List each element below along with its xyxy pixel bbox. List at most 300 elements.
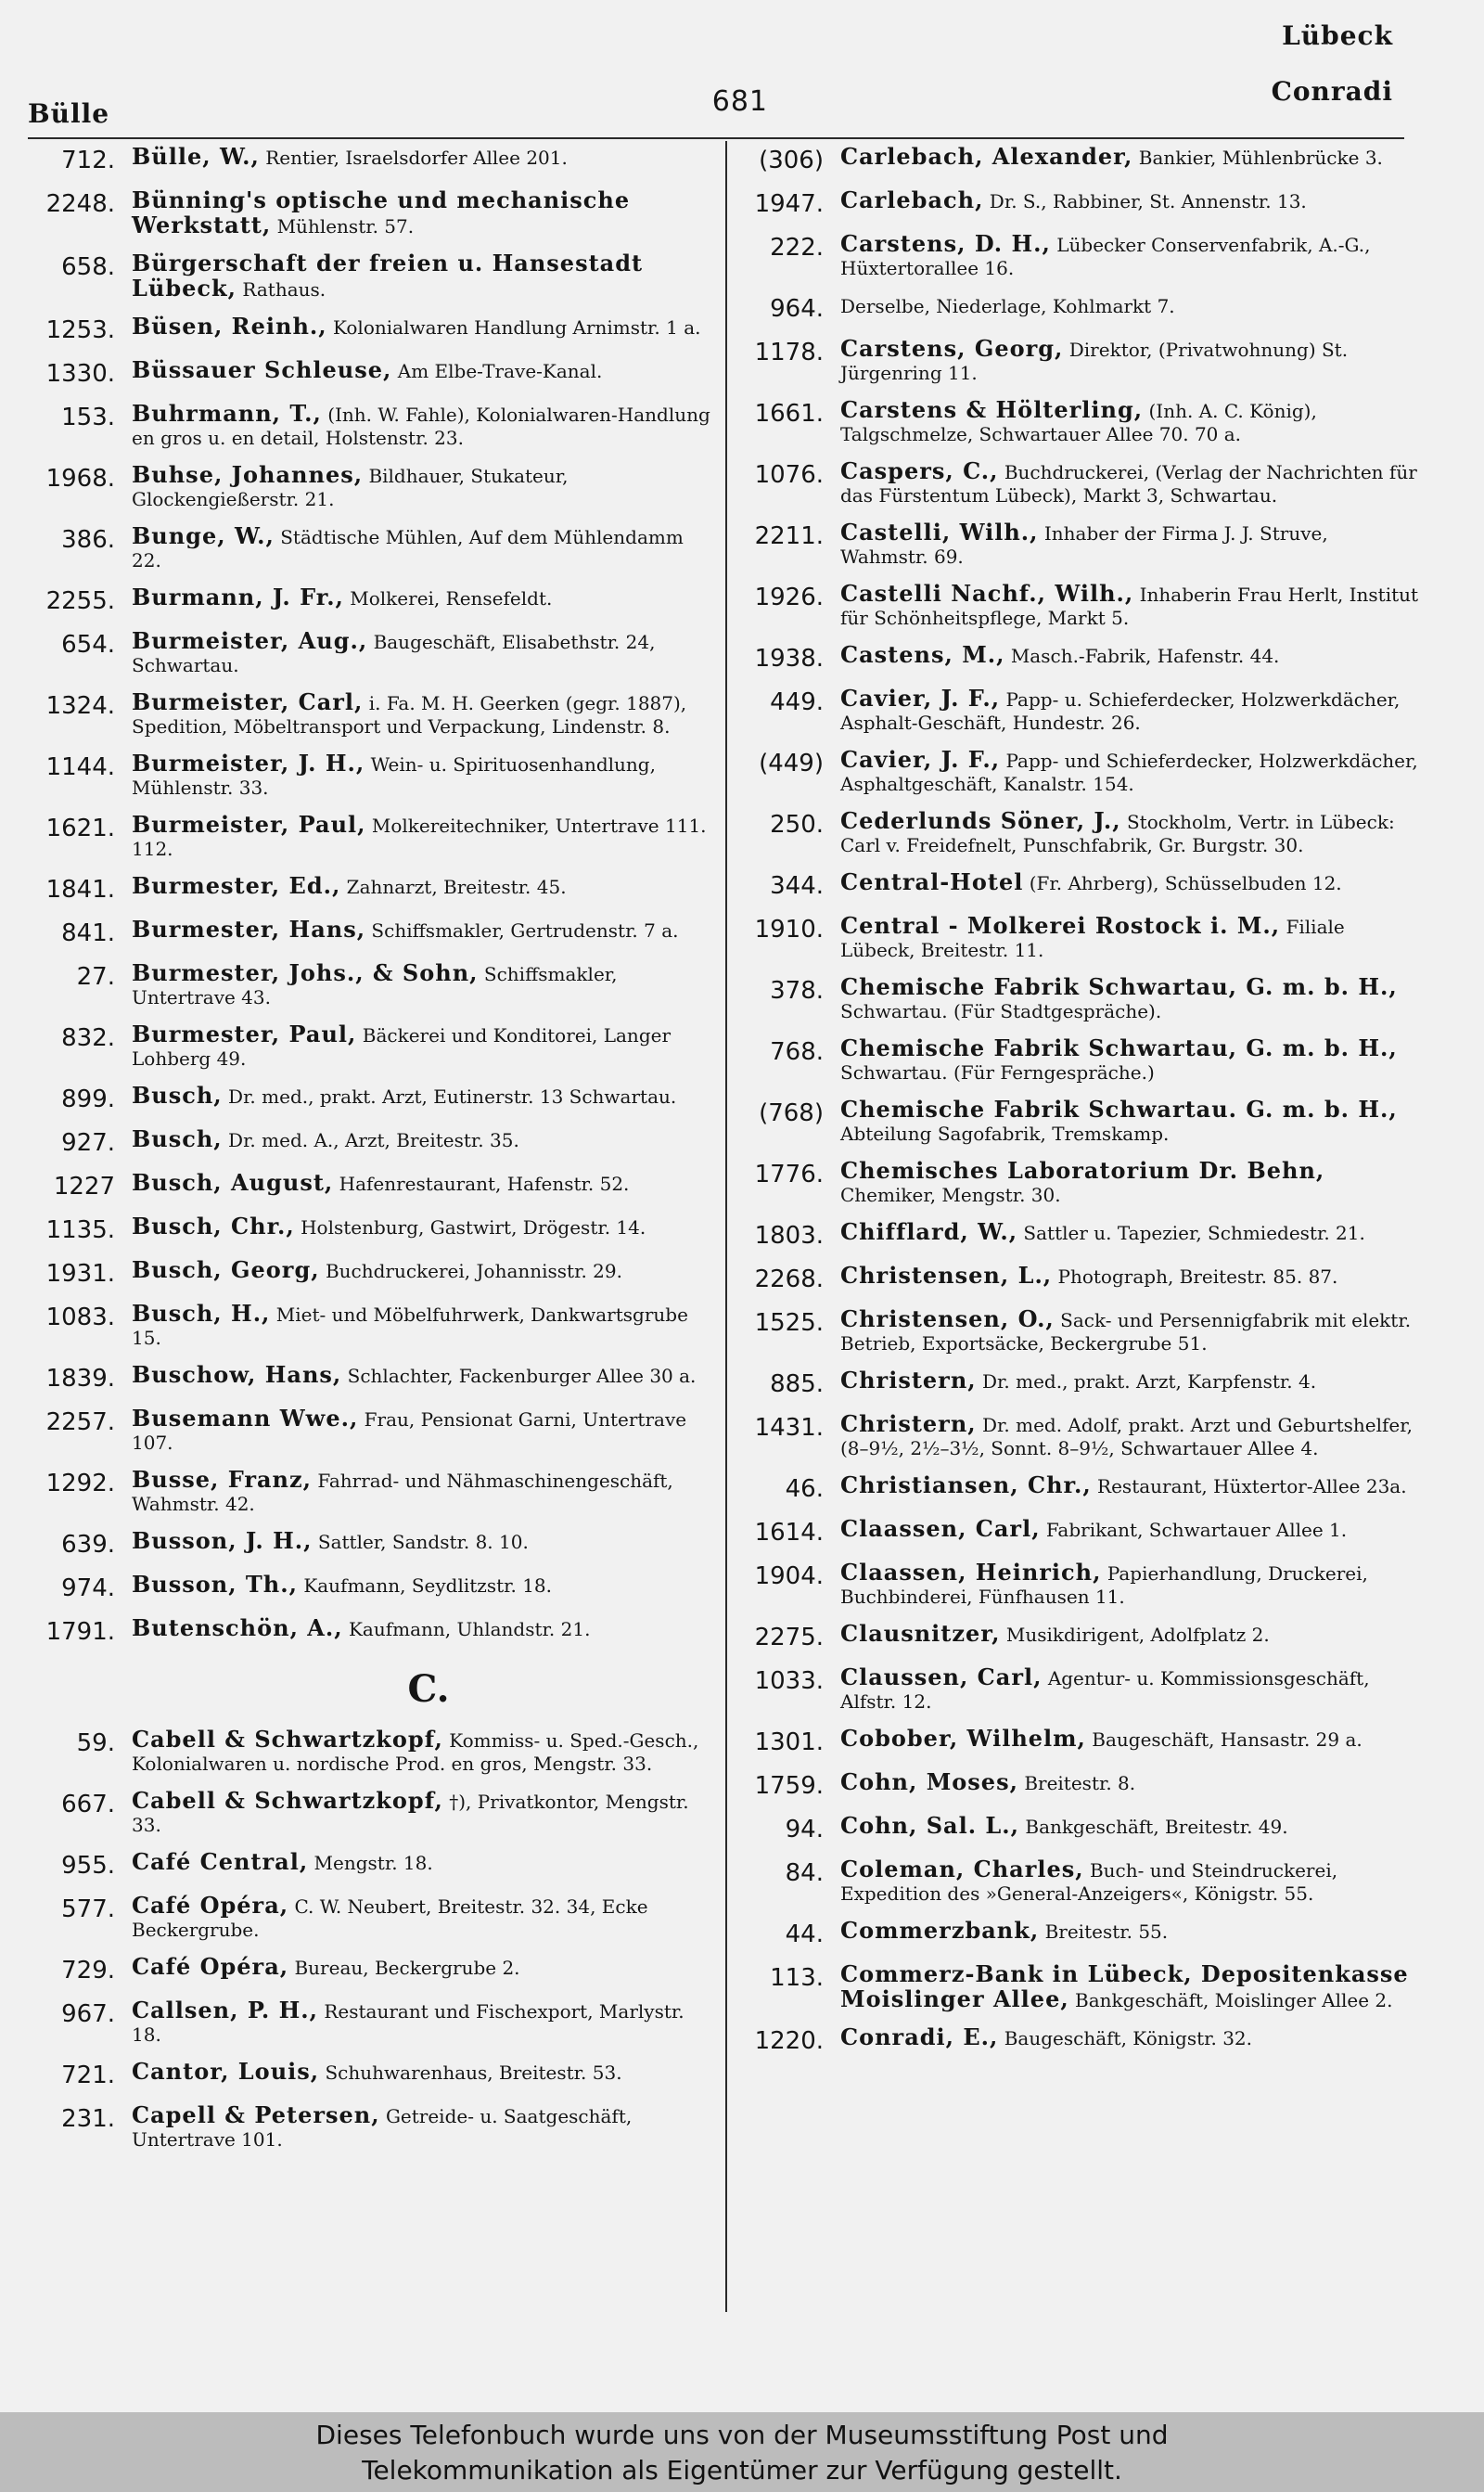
entry-text — [132, 625, 712, 677]
subscriber-name: Commerzbank, — [840, 1917, 1040, 1944]
subscriber-name: Cohn, Moses, — [840, 1768, 1018, 1795]
subscriber-details: Molkerei, Rensefeldt. — [350, 587, 553, 610]
subscriber-name: Capell & Petersen, — [132, 2101, 380, 2128]
entry-text — [840, 1408, 1421, 1460]
entry-text — [840, 805, 1421, 857]
subscriber-name: Burmeister, Aug., — [132, 627, 368, 654]
subscriber-details: Buchdruckerei, Johannisstr. 29. — [325, 1260, 622, 1282]
subscriber-name: Busch, — [132, 1125, 223, 1152]
phone-number: (449) — [759, 750, 824, 777]
subscriber-name: Carstens, Georg, — [840, 335, 1064, 362]
directory-entry — [742, 1094, 1421, 1146]
entry-text — [132, 398, 712, 450]
phone-number: 964. — [770, 295, 824, 323]
entry-text — [840, 228, 1421, 280]
phone-number: 2255. — [45, 587, 115, 615]
subscriber-name: Café Central, — [132, 1848, 309, 1875]
directory-entry — [742, 141, 1421, 175]
phone-number: 1330. — [45, 360, 115, 388]
subscriber-name: Christensen, L., — [840, 1262, 1053, 1289]
directory-entry — [742, 228, 1421, 280]
subscriber-name: Bunge, W., — [132, 522, 275, 549]
entry-text — [132, 809, 712, 861]
subscriber-name: Cavier, J. F., — [840, 685, 1001, 712]
phone-number: 2211. — [754, 522, 824, 550]
phone-number: 667. — [61, 1791, 115, 1818]
subscriber-details: Schwartau. (Für Ferngespräche.) — [840, 1061, 1155, 1084]
directory-entry — [742, 1216, 1421, 1251]
phone-number: 59. — [76, 1729, 115, 1757]
phone-number: 841. — [61, 919, 115, 947]
entry-text — [132, 248, 712, 302]
directory-entry — [33, 582, 712, 616]
entry-text — [132, 957, 712, 1009]
subscriber-name: Claassen, Heinrich, — [840, 1559, 1102, 1586]
column-divider — [725, 141, 727, 2312]
subscriber-details: Dr. med. Adolf, prakt. Arzt und Geburtshelfer, (8–9½, 2½–3½, Sonnt. 8–9½, Schwartauer Allee 4. — [840, 1414, 1413, 1459]
subscriber-details: Derselbe, Niederlage, Kohlmarkt 7. — [840, 295, 1175, 317]
entry-text — [132, 1890, 712, 1942]
subscriber-details: Sattler u. Tapezier, Schmiedestr. 21. — [1023, 1222, 1365, 1244]
phone-number: 231. — [61, 2105, 115, 2133]
phone-number: 1178. — [754, 339, 824, 366]
phone-number: 955. — [61, 1852, 115, 1880]
phone-number: 1621. — [45, 815, 115, 842]
subscriber-details: Schwartau. (Für Stadtgespräche). — [840, 1000, 1162, 1022]
subscriber-details: Buch- und Steindruckerei, Expedition des »General-Anzeigers«, Königstr. 55. — [840, 1859, 1338, 1905]
phone-number: 712. — [61, 147, 115, 174]
directory-entry — [742, 2022, 1421, 2056]
subscriber-name: Cabell & Schwartzkopf, — [132, 1787, 443, 1814]
phone-number: 974. — [61, 1574, 115, 1602]
directory-entry — [33, 1612, 712, 1647]
subscriber-details: Holstenburg, Gastwirt, Drögestr. 14. — [301, 1216, 646, 1239]
phone-number: 378. — [770, 977, 824, 1005]
directory-entry — [742, 1033, 1421, 1085]
directory-entry — [33, 2056, 712, 2090]
entry-text — [132, 1254, 712, 1283]
directory-entry — [742, 971, 1421, 1023]
subscriber-name: Caspers, C., — [840, 457, 999, 484]
subscriber-name: Busse, Franz, — [132, 1466, 312, 1493]
directory-entry — [742, 578, 1421, 630]
phone-number: 577. — [61, 1895, 115, 1923]
subscriber-name: Cederlunds Söner, J., — [840, 807, 1121, 834]
directory-entry — [742, 1557, 1421, 1609]
entry-text — [132, 2056, 712, 2085]
subscriber-name: Commerz-Bank in Lübeck, Depositenkasse Moislinger Allee, — [840, 1960, 1409, 2012]
directory-entry — [742, 867, 1421, 901]
phone-number: 1083. — [45, 1304, 115, 1331]
right-column — [742, 141, 1421, 2065]
phone-number: 885. — [770, 1370, 824, 1398]
subscriber-details: Kaufmann, Uhlandstr. 21. — [348, 1618, 591, 1640]
directory-entry — [742, 1513, 1421, 1548]
subscriber-name: Conradi, E., — [840, 2023, 999, 2050]
subscriber-details: Wein- u. Spirituosenhandlung, Mühlenstr. 33. — [132, 753, 656, 799]
phone-number: 1938. — [754, 645, 824, 673]
entry-text — [840, 578, 1421, 630]
directory-entry — [33, 1211, 712, 1245]
footer-line-1: Dieses Telefonbuch wurde uns von der Museumsstiftung Post und — [315, 2420, 1169, 2450]
subscriber-name: Büssauer Schleuse, — [132, 356, 392, 383]
directory-entry — [33, 1254, 712, 1289]
phone-number: 1904. — [754, 1562, 824, 1590]
subscriber-name: Burmeister, Paul, — [132, 811, 366, 838]
phone-number: 1076. — [754, 461, 824, 489]
directory-entry — [33, 459, 712, 511]
subscriber-details: Rathaus. — [242, 278, 326, 301]
subscriber-details: Bäckerei und Konditorei, Langer Lohberg 49. — [132, 1024, 672, 1070]
phone-number: 1841. — [45, 876, 115, 904]
subscriber-name: Carlebach, Alexander, — [840, 143, 1133, 170]
left-column — [33, 141, 712, 2161]
subscriber-name: Carstens, D. H., — [840, 230, 1051, 257]
subscriber-name: Callsen, P. H., — [132, 1997, 318, 2023]
footer-line-2: Telekommunikation als Eigentümer zur Verfügung gestellt. — [362, 2455, 1122, 2486]
subscriber-details: Bankgeschäft, Breitestr. 49. — [1025, 1816, 1288, 1838]
phone-number: 729. — [61, 1957, 115, 1985]
directory-entry — [33, 1298, 712, 1350]
subscriber-name: Burmester, Hans, — [132, 916, 366, 943]
entry-text — [840, 1618, 1421, 1647]
subscriber-name: Chemische Fabrik Schwartau, G. m. b. H., — [840, 1034, 1398, 1061]
subscriber-name: Christensen, O., — [840, 1305, 1055, 1332]
subscriber-details: Stockholm, Vertr. in Lübeck: Carl v. Freidefnelt, Punschfabrik, Gr. Burgstr. 30. — [840, 811, 1395, 856]
phone-number: 386. — [61, 526, 115, 554]
subscriber-details: Dr. med., prakt. Arzt, Karpfenstr. 4. — [982, 1370, 1317, 1393]
subscriber-details: (Inh. A. C. König), Talgschmelze, Schwartauer Allee 70. 70 a. — [840, 400, 1317, 445]
phone-number: 2268. — [754, 1265, 824, 1293]
directory-entry — [33, 625, 712, 677]
phone-number: 1220. — [754, 2027, 824, 2055]
subscriber-details: Schiffsmakler, Untertrave 43. — [132, 963, 618, 1008]
subscriber-details: Papierhandlung, Druckerei, Buchbinderei, Fünfhausen 11. — [840, 1562, 1368, 1608]
subscriber-details: Dr. med., prakt. Arzt, Eutinerstr. 13 Schwartau. — [228, 1085, 677, 1108]
phone-number: 832. — [61, 1024, 115, 1052]
directory-entry — [33, 1951, 712, 1985]
subscriber-name: Café Opéra, — [132, 1953, 289, 1980]
subscriber-name: Burmester, Paul, — [132, 1021, 357, 1047]
subscriber-name: Buschow, Hans, — [132, 1361, 342, 1388]
entry-text — [132, 185, 712, 238]
entry-text — [840, 683, 1421, 735]
entry-text — [132, 311, 712, 340]
phone-number: 1776. — [754, 1161, 824, 1188]
subscriber-details: Fabrikant, Schwartauer Allee 1. — [1045, 1519, 1348, 1541]
directory-entry — [742, 1155, 1421, 1207]
phone-number: 658. — [61, 253, 115, 281]
subscriber-details: Photograph, Breitestr. 85. 87. — [1057, 1265, 1338, 1288]
directory-entry — [742, 394, 1421, 446]
entry-text — [840, 1033, 1421, 1085]
entry-text — [132, 1525, 712, 1554]
phone-number: 2275. — [754, 1624, 824, 1651]
directory-entry — [33, 1080, 712, 1114]
phone-number: 46. — [785, 1475, 824, 1503]
subscriber-name: Busson, J. H., — [132, 1527, 313, 1554]
subscriber-name: Busemann Wwe., — [132, 1405, 359, 1432]
subscriber-details: Mengstr. 18. — [313, 1852, 433, 1874]
subscriber-name: Chifflard, W., — [840, 1218, 1018, 1245]
phone-number: 1968. — [45, 465, 115, 493]
subscriber-name: Cantor, Louis, — [132, 2058, 320, 2085]
subscriber-name: Castelli, Wilh., — [840, 519, 1039, 546]
subscriber-name: Buhrmann, T., — [132, 400, 322, 427]
phone-number: 967. — [61, 2000, 115, 2028]
phone-number: 344. — [770, 872, 824, 900]
subscriber-details: Breitestr. 8. — [1024, 1772, 1136, 1794]
directory-entry — [33, 2100, 712, 2152]
phone-number: 250. — [770, 811, 824, 839]
entry-text — [132, 582, 712, 610]
directory-entry — [742, 1915, 1421, 1949]
phone-number: 222. — [770, 234, 824, 262]
directory-entry — [33, 914, 712, 948]
phone-number: 1033. — [754, 1667, 824, 1695]
subscriber-details: Agentur- u. Kommissionsgeschäft, Alfstr. 12. — [840, 1667, 1370, 1713]
phone-number: 639. — [61, 1531, 115, 1559]
entry-text — [132, 1298, 712, 1350]
directory-entry — [742, 1810, 1421, 1844]
subscriber-details: Sattler, Sandstr. 8. 10. — [317, 1531, 529, 1553]
subscriber-name: Burmester, Ed., — [132, 872, 341, 899]
directory-entry — [33, 1724, 712, 1776]
subscriber-details: Schuhwarenhaus, Breitestr. 53. — [325, 2062, 622, 2084]
subscriber-details: Baugeschäft, Elisabethstr. 24, Schwartau. — [132, 631, 656, 676]
subscriber-name: Café Opéra, — [132, 1892, 289, 1919]
phone-number: 84. — [785, 1859, 824, 1887]
entry-text — [132, 1951, 712, 1980]
subscriber-name: Christern, — [840, 1367, 977, 1394]
entry-text — [840, 185, 1421, 213]
subscriber-name: Central - Molkerei Rostock i. M., — [840, 912, 1281, 939]
phone-number: 1135. — [45, 1216, 115, 1244]
phone-number: 1431. — [754, 1414, 824, 1442]
directory-entry — [33, 1124, 712, 1158]
entry-text — [840, 1723, 1421, 1752]
subscriber-name: Büsen, Reinh., — [132, 313, 327, 340]
entry-text — [132, 1612, 712, 1641]
header-rule — [28, 137, 1404, 139]
directory-entry — [33, 870, 712, 905]
phone-number: 1759. — [754, 1772, 824, 1800]
subscriber-name: Butenschön, A., — [132, 1614, 343, 1641]
subscriber-name: Chemische Fabrik Schwartau, G. m. b. H., — [840, 973, 1398, 1000]
directory-entry — [742, 639, 1421, 674]
entry-text — [132, 1167, 712, 1196]
directory-entry — [33, 398, 712, 450]
directory-entry — [742, 517, 1421, 569]
subscriber-details: Baugeschäft, Hansastr. 29 a. — [1092, 1728, 1362, 1751]
phone-number: 44. — [785, 1920, 824, 1948]
subscriber-name: Claussen, Carl, — [840, 1663, 1043, 1690]
phone-number: 1926. — [754, 584, 824, 611]
directory-entry — [33, 1403, 712, 1455]
phone-number: 1910. — [754, 916, 824, 944]
subscriber-details: (Inh. W. Fahle), Kolonialwaren-Handlung en gros u. en detail, Holstenstr. 23. — [132, 404, 710, 449]
subscriber-details: Inhaberin Frau Herlt, Institut für Schönheitspflege, Markt 5. — [840, 584, 1419, 629]
entry-text — [840, 1155, 1421, 1207]
entry-text — [132, 1359, 712, 1388]
entry-text — [840, 333, 1421, 385]
phone-number: 1803. — [754, 1222, 824, 1250]
phone-number: 768. — [770, 1038, 824, 1066]
subscriber-details: Filiale Lübeck, Breitestr. 11. — [840, 916, 1345, 961]
directory-entry — [742, 1304, 1421, 1355]
phone-number: 1301. — [754, 1728, 824, 1756]
phone-number: 1292. — [45, 1470, 115, 1497]
subscriber-name: Chemische Fabrik Schwartau. G. m. b. H., — [840, 1096, 1398, 1123]
entry-text — [840, 1260, 1421, 1289]
entry-text — [132, 1464, 712, 1516]
entry-text — [132, 1724, 712, 1776]
subscriber-name: Busch, Georg, — [132, 1256, 320, 1283]
phone-number: (768) — [759, 1099, 824, 1127]
directory-entry — [33, 520, 712, 572]
subscriber-name: Claassen, Carl, — [840, 1515, 1041, 1542]
subscriber-details: Inhaber der Firma J. J. Struve, Wahmstr. 69. — [840, 522, 1328, 568]
directory-entry — [33, 1359, 712, 1394]
entry-text — [840, 456, 1421, 507]
directory-entry — [33, 185, 712, 238]
entry-text — [840, 1094, 1421, 1146]
subscriber-details: Schlachter, Fackenburger Allee 30 a. — [347, 1365, 697, 1387]
entry-text — [132, 1785, 712, 1837]
subscriber-name: Busch, H., — [132, 1300, 271, 1327]
subscriber-name: Burmeister, Carl, — [132, 688, 364, 715]
subscriber-details: Zahnarzt, Breitestr. 45. — [346, 876, 567, 898]
subscriber-name: Buhse, Johannes, — [132, 461, 364, 488]
directory-entry — [33, 1785, 712, 1837]
entry-text — [840, 1766, 1421, 1795]
directory-entry — [33, 957, 712, 1009]
entry-text — [840, 2022, 1421, 2050]
directory-entry — [742, 1618, 1421, 1652]
subscriber-details: C. W. Neubert, Breitestr. 32. 34, Ecke Beckergrube. — [132, 1895, 648, 1941]
subscriber-name: Burmester, Johs., & Sohn, — [132, 959, 479, 986]
subscriber-details: Kommiss- u. Sped.-Gesch., Kolonialwaren u. nordische Prod. en gros, Mengstr. 33. — [132, 1729, 699, 1775]
entry-text — [840, 1304, 1421, 1355]
subscriber-name: Carlebach, — [840, 186, 984, 213]
subscriber-details: Buchdruckerei, (Verlag der Nachrichten für das Fürstentum Lübeck), Markt 3, Schwartau. — [840, 461, 1417, 507]
phone-number: 1324. — [45, 692, 115, 720]
subscriber-name: Busson, Th., — [132, 1571, 298, 1598]
directory-entry — [742, 744, 1421, 796]
subscriber-name: Bürgerschaft der freien u. Hansestadt Lübeck, — [132, 250, 644, 302]
subscriber-name: Busch, — [132, 1082, 223, 1109]
phone-number: 449. — [770, 688, 824, 716]
entry-text — [132, 459, 712, 511]
directory-entry — [33, 1846, 712, 1881]
directory-entry — [33, 1019, 712, 1071]
entry-text — [840, 910, 1421, 962]
directory-entry — [33, 1525, 712, 1560]
entry-text — [132, 870, 712, 899]
subscriber-details: Chemiker, Mengstr. 30. — [840, 1184, 1061, 1206]
directory-entry — [742, 289, 1421, 324]
subscriber-details: Miet- und Möbelfuhrwerk, Dankwartsgrube 15. — [132, 1304, 688, 1349]
footer-note — [0, 2412, 1484, 2492]
entry-text — [840, 744, 1421, 796]
entry-text — [132, 1995, 712, 2047]
phone-number: 899. — [61, 1085, 115, 1113]
subscriber-name: Bünning's optische und mechanische Werkstatt, — [132, 186, 631, 238]
subscriber-details: i. Fa. M. H. Geerken (gegr. 1887), Spedition, Möbeltransport und Verpackung, Lindenstr. 8. — [132, 692, 687, 738]
entry-text — [132, 914, 712, 943]
subscriber-details: Dr. med. A., Arzt, Breitestr. 35. — [228, 1129, 519, 1151]
subscriber-details: Am Elbe-Trave-Kanal. — [397, 360, 603, 382]
entry-text — [840, 394, 1421, 446]
directory-entry — [742, 185, 1421, 219]
entry-text — [132, 687, 712, 739]
subscriber-details: Bankier, Mühlenbrücke 3. — [1138, 147, 1383, 169]
right-keyword: Conradi — [1271, 76, 1393, 107]
phone-number: 1525. — [754, 1309, 824, 1337]
phone-number: 927. — [61, 1129, 115, 1157]
phone-number: 113. — [770, 1964, 824, 1992]
directory-entry — [742, 683, 1421, 735]
directory-entry — [742, 910, 1421, 962]
phone-number: 1931. — [45, 1260, 115, 1288]
directory-entry — [33, 1167, 712, 1201]
directory-entry — [742, 1662, 1421, 1714]
phone-number: 1144. — [45, 753, 115, 781]
subscriber-details: Hafenrestaurant, Hafenstr. 52. — [339, 1173, 630, 1195]
phone-number: 1227 — [53, 1173, 115, 1201]
entry-text — [132, 354, 712, 383]
directory-entry — [33, 1464, 712, 1516]
entry-text — [132, 1019, 712, 1071]
entry-text — [132, 520, 712, 572]
subscriber-details: Papp- und Schieferdecker, Holzwerkdächer, Asphaltgeschäft, Kanalstr. 154. — [840, 750, 1418, 795]
subscriber-name: Chemisches Laboratorium Dr. Behn, — [840, 1157, 1325, 1184]
directory-entry — [742, 1959, 1421, 2012]
entry-text — [840, 1915, 1421, 1944]
subscriber-details: †), Privatkontor, Mengstr. 33. — [132, 1791, 689, 1836]
entry-text — [840, 1216, 1421, 1245]
entry-text — [840, 1810, 1421, 1839]
phone-number: 721. — [61, 2062, 115, 2089]
entry-text — [840, 1365, 1421, 1394]
subscriber-details: Mühlenstr. 57. — [276, 215, 415, 238]
entry-text — [132, 1403, 712, 1455]
subscriber-details: Molkereitechniker, Untertrave 111. 112. — [132, 815, 707, 860]
phone-number: 1614. — [754, 1519, 824, 1547]
subscriber-details: Frau, Pensionat Garni, Untertrave 107. — [132, 1408, 687, 1454]
entry-text — [840, 141, 1421, 170]
phone-number: 94. — [785, 1816, 824, 1843]
directory-entry — [742, 1408, 1421, 1460]
entry-text — [840, 1854, 1421, 1906]
entry-text — [132, 141, 712, 170]
directory-entry — [33, 809, 712, 861]
subscriber-details: Lübecker Conservenfabrik, A.-G., Hüxtertorallee 16. — [840, 234, 1371, 279]
directory-entry — [742, 1854, 1421, 1906]
directory-entry — [33, 311, 712, 345]
phone-number: 153. — [61, 404, 115, 431]
subscriber-name: Coleman, Charles, — [840, 1856, 1084, 1882]
subscriber-name: Burmann, J. Fr., — [132, 584, 344, 610]
subscriber-details: Masch.-Fabrik, Hafenstr. 44. — [1010, 645, 1280, 667]
subscriber-name: Cabell & Schwartzkopf, — [132, 1726, 443, 1753]
phone-number: 1661. — [754, 400, 824, 428]
directory-entry — [742, 456, 1421, 507]
entry-text — [840, 517, 1421, 569]
entry-text — [840, 971, 1421, 1023]
entry-text — [132, 1080, 712, 1109]
subscriber-details: Kaufmann, Seydlitzstr. 18. — [303, 1574, 553, 1597]
